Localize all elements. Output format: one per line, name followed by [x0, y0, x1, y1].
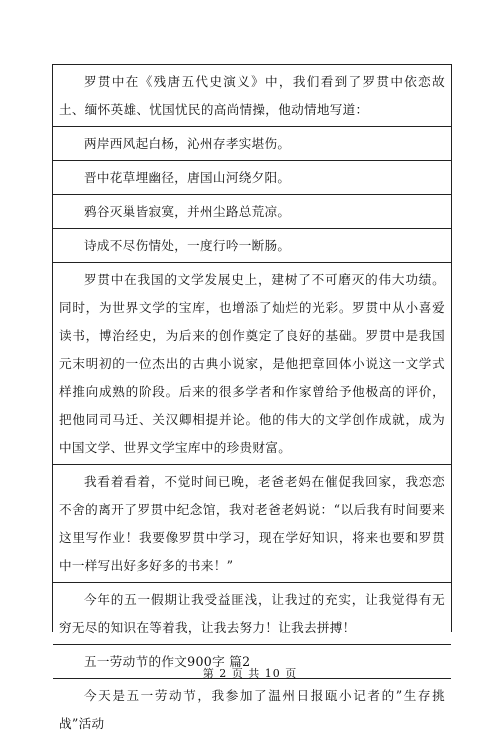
section-heading: 五一劳动节的作文900字 篇2	[53, 645, 451, 679]
paragraph-new-essay: 今天是五一劳动节，我参加了温州日报瓯小记者的”生存挑战”活动	[59, 688, 445, 731]
poem-line-2: 晋中花草埋幽径，唐国山河绕夕阳。	[53, 161, 451, 195]
page-number: 第 2 页 共 10 页	[202, 667, 298, 680]
paragraph-leaving: 我看着看着，不觉时间已晚，老爸老妈在催促我回家，我恋恋不舍的离开了罗贯中纪念馆，我对老爸老妈说：“以后我有时间要来这里写作业！我要像罗贯中学习，现在学好知识，将来也要和罗贯中一样写出好多好多的书来！”	[53, 465, 451, 583]
poem-line-3: 鸦谷灭巢皆寂寞，并州尘路总荒凉。	[53, 195, 451, 229]
paragraph-achievement: 罗贯中在我国的文学发展史上，建树了不可磨灭的伟大功绩。同时，为世界文学的宝库，也增添了灿烂的光彩。罗贯中从小喜爱读书，博治经史，为后来的创作奠定了良好的基础。罗贯中是我国元末明初的一位杰出的古典小说家，是他把章回体小说这一文学式样推向成熟的阶段。后来的很多学者和作家曾给予他极高的评价，把他同司马迁、关汉卿相提并论。他的伟大的文学创作成就，成为中国文学、世界文学宝库中的珍贵财富。	[53, 263, 451, 465]
poem-line-4: 诗成不尽伤情处，一度行吟一断肠。	[53, 229, 451, 263]
paragraph-intro: 罗贯中在《残唐五代史演义》中，我们看到了罗贯中依恋故土、缅怀英雄、忧国忧民的高尚情操，他动情地写道：	[53, 65, 451, 127]
poem-line-1: 两岸西风起白杨，沁州存孝实堪伤。	[53, 127, 451, 161]
paragraph-holiday: 今年的五一假期让我受益匪浅，让我过的充实，让我觉得有无穷无尽的知识在等着我，让我去努力！让我去拼搏！	[53, 583, 451, 645]
